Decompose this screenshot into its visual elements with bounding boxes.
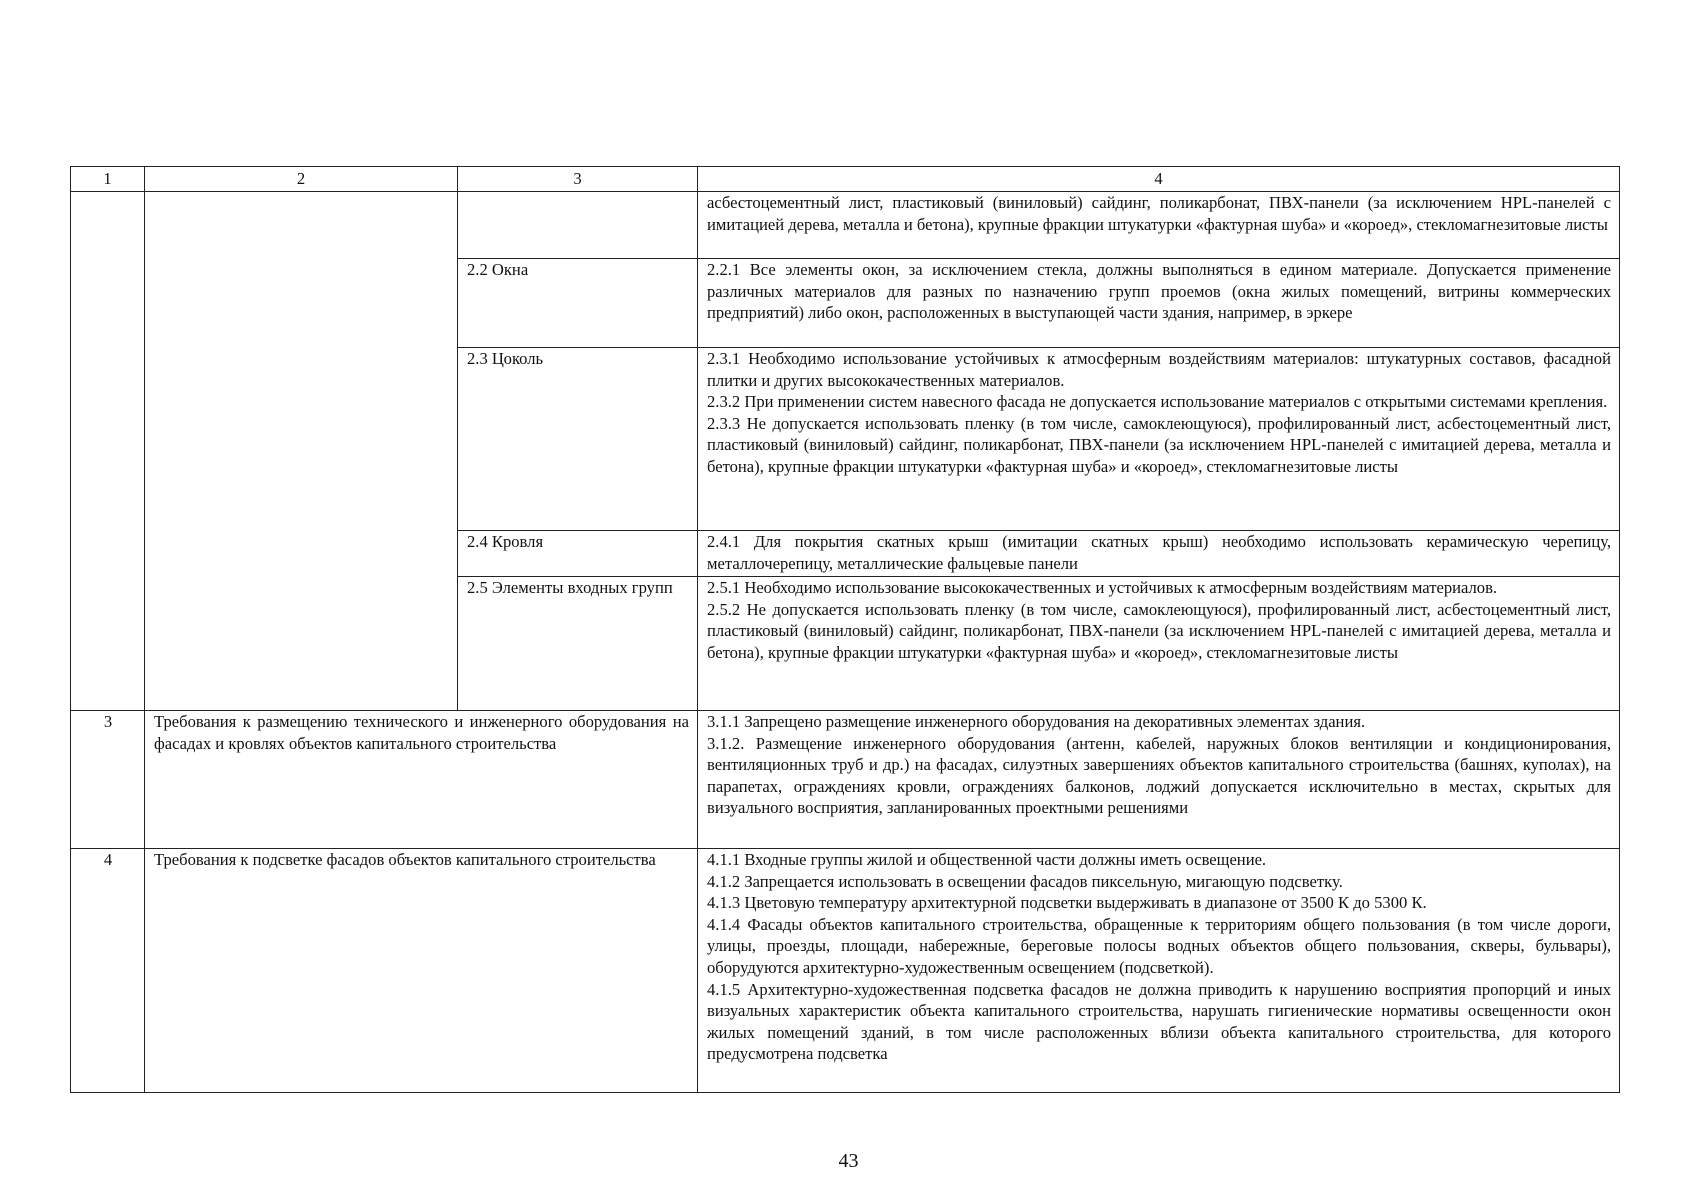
paragraph: 2.5.1 Необходимо использование высококачественных и устойчивых к атмосферным воздействиям материалов. (707, 578, 1498, 597)
table-row-4 (71, 849, 1620, 1093)
subsection-plinth: 2.3 Цоколь (458, 348, 698, 531)
row-4-num: 4 (71, 849, 145, 1093)
row-2-5-text (698, 577, 1620, 711)
table-row-2-continued (71, 192, 1620, 259)
table-header-row (71, 167, 1620, 192)
header-col-3: 3 (458, 167, 698, 192)
header-col-4: 4 (698, 167, 1620, 192)
paragraph: 2.3.2 При применении систем навесного фасада не допускается использование материалов с открытыми системами крепления. (707, 392, 1608, 412)
paragraph: Требования к размещению технического и инженерного оборудования на фасадах и кровлях объектов капитального строительства (154, 712, 689, 753)
requirements-table (70, 166, 1620, 1093)
row-2-3-text (698, 348, 1620, 531)
row-2-num-cell (71, 192, 145, 711)
paragraph: 4.1.1 Входные группы жилой и общественной части должны иметь освещение. (707, 850, 1267, 869)
row-4-title (145, 849, 698, 1093)
paragraph: Требования к подсветке фасадов объектов капитального строительства (154, 850, 656, 869)
row-3-text (698, 711, 1620, 849)
paragraph: 3.1.1 Запрещено размещение инженерного оборудования на декоративных элементах здания. (707, 712, 1366, 731)
table-row-3 (71, 711, 1620, 849)
subsection-roof: 2.4 Кровля (458, 531, 698, 577)
subsection-entrance-groups: 2.5 Элементы входных групп (458, 577, 698, 711)
paragraph: 4.1.2 Запрещается использовать в освещении фасадов пиксельную, мигающую подсветку. (707, 871, 1343, 891)
header-col-1: 1 (71, 167, 145, 192)
paragraph: 4.1.3 Цветовую температуру архитектурной подсветки выдерживать в диапазоне от 3500 К до 5300 К. (707, 893, 1427, 913)
paragraph: 3.1.2. Размещение инженерного оборудования (антенн, кабелей, наружных блоков вентиляции и кондиционирования, вентиляционных труб и др.) на фасадах, силуэтных завершениях объектов капитального строительства (башнях, куполах), на парапетах, ограждениях кровли, ограждениях балконов, лоджий допускается исключительно в местах, скрытых для визуального восприятия, запланированных проектными решениями (707, 733, 1611, 818)
row-2-2-text (698, 259, 1620, 348)
subsection-windows: 2.2 Окна (458, 259, 698, 348)
paragraph: 4.1.5 Архитектурно-художественная подсветка фасадов не должна приводить к нарушению восприятия пропорций и иных визуальных характеристик объекта капитального строительства, нарушать гигиенические нормативы освещенности окон жилых помещений зданий, в том числе расположенных вблизи объекта капитального строительства, для которого предусмотрена подсветка (707, 979, 1611, 1064)
row-2-title-cell (145, 192, 458, 711)
paragraph: 2.2.1 Все элементы окон, за исключением стекла, должны выполняться в едином материале. Допускается применение различных материалов для разных по назначению групп проемов (окна жилых помещений, витрины коммерческих предприятий) либо окон, расположенных в выступающей части здания, например, в эркере (707, 260, 1611, 323)
paragraph: 2.3.3 Не допускается использовать пленку (в том числе, самоклеющуюся), профилированный лист, асбестоцементный лист, пластиковый (виниловый) сайдинг, поликарбонат, ПВХ-панели (за исключением HPL-панелей с имитацией дерева, металла и бетона), крупные фракции штукатурки «фактурная шуба» и «короед», стекломагнезитовые листы (707, 413, 1611, 476)
row-3-num: 3 (71, 711, 145, 849)
row-3-title (145, 711, 698, 849)
paragraph: 4.1.4 Фасады объектов капитального строительства, обращенные к территориям общего пользования (в том числе дороги, улицы, проезды, площади, набережные, береговые полосы водных объектов общего пользования, скверы, бульвары), оборудуются архитектурно-художественным освещением (подсветкой). (707, 914, 1611, 977)
page-number: 43 (838, 1150, 859, 1172)
row-4-text (698, 849, 1620, 1093)
paragraph: 2.5.2 Не допускается использовать пленку (в том числе, самоклеющуюся), профилированный лист, асбестоцементный лист, пластиковый (виниловый) сайдинг, поликарбонат, ПВХ-панели (за исключением HPL-панелей с имитацией дерева, металла и бетона), крупные фракции штукатурки «фактурная шуба» и «короед», стекломагнезитовые листы (707, 599, 1611, 662)
row-2-4-text (698, 531, 1620, 577)
paragraph: 2.3.1 Необходимо использование устойчивых к атмосферным воздействиям материалов: штукатурных составов, фасадной плитки и других высококачественных материалов. (707, 349, 1611, 390)
row-2-1-subsection-cell (458, 192, 698, 259)
header-col-2: 2 (145, 167, 458, 192)
row-2-continued-text (698, 192, 1620, 259)
paragraph: асбестоцементный лист, пластиковый (виниловый) сайдинг, поликарбонат, ПВХ-панели (за исключением HPL-панелей с имитацией дерева, металла и бетона), крупные фракции штукатурки «фактурная шуба» и «короед», стекломагнезитовые листы (707, 193, 1611, 234)
paragraph: 2.4.1 Для покрытия скатных крыш (имитации скатных крыш) необходимо использовать керамическую черепицу, металлочерепицу, металлические фальцевые панели (707, 532, 1611, 573)
